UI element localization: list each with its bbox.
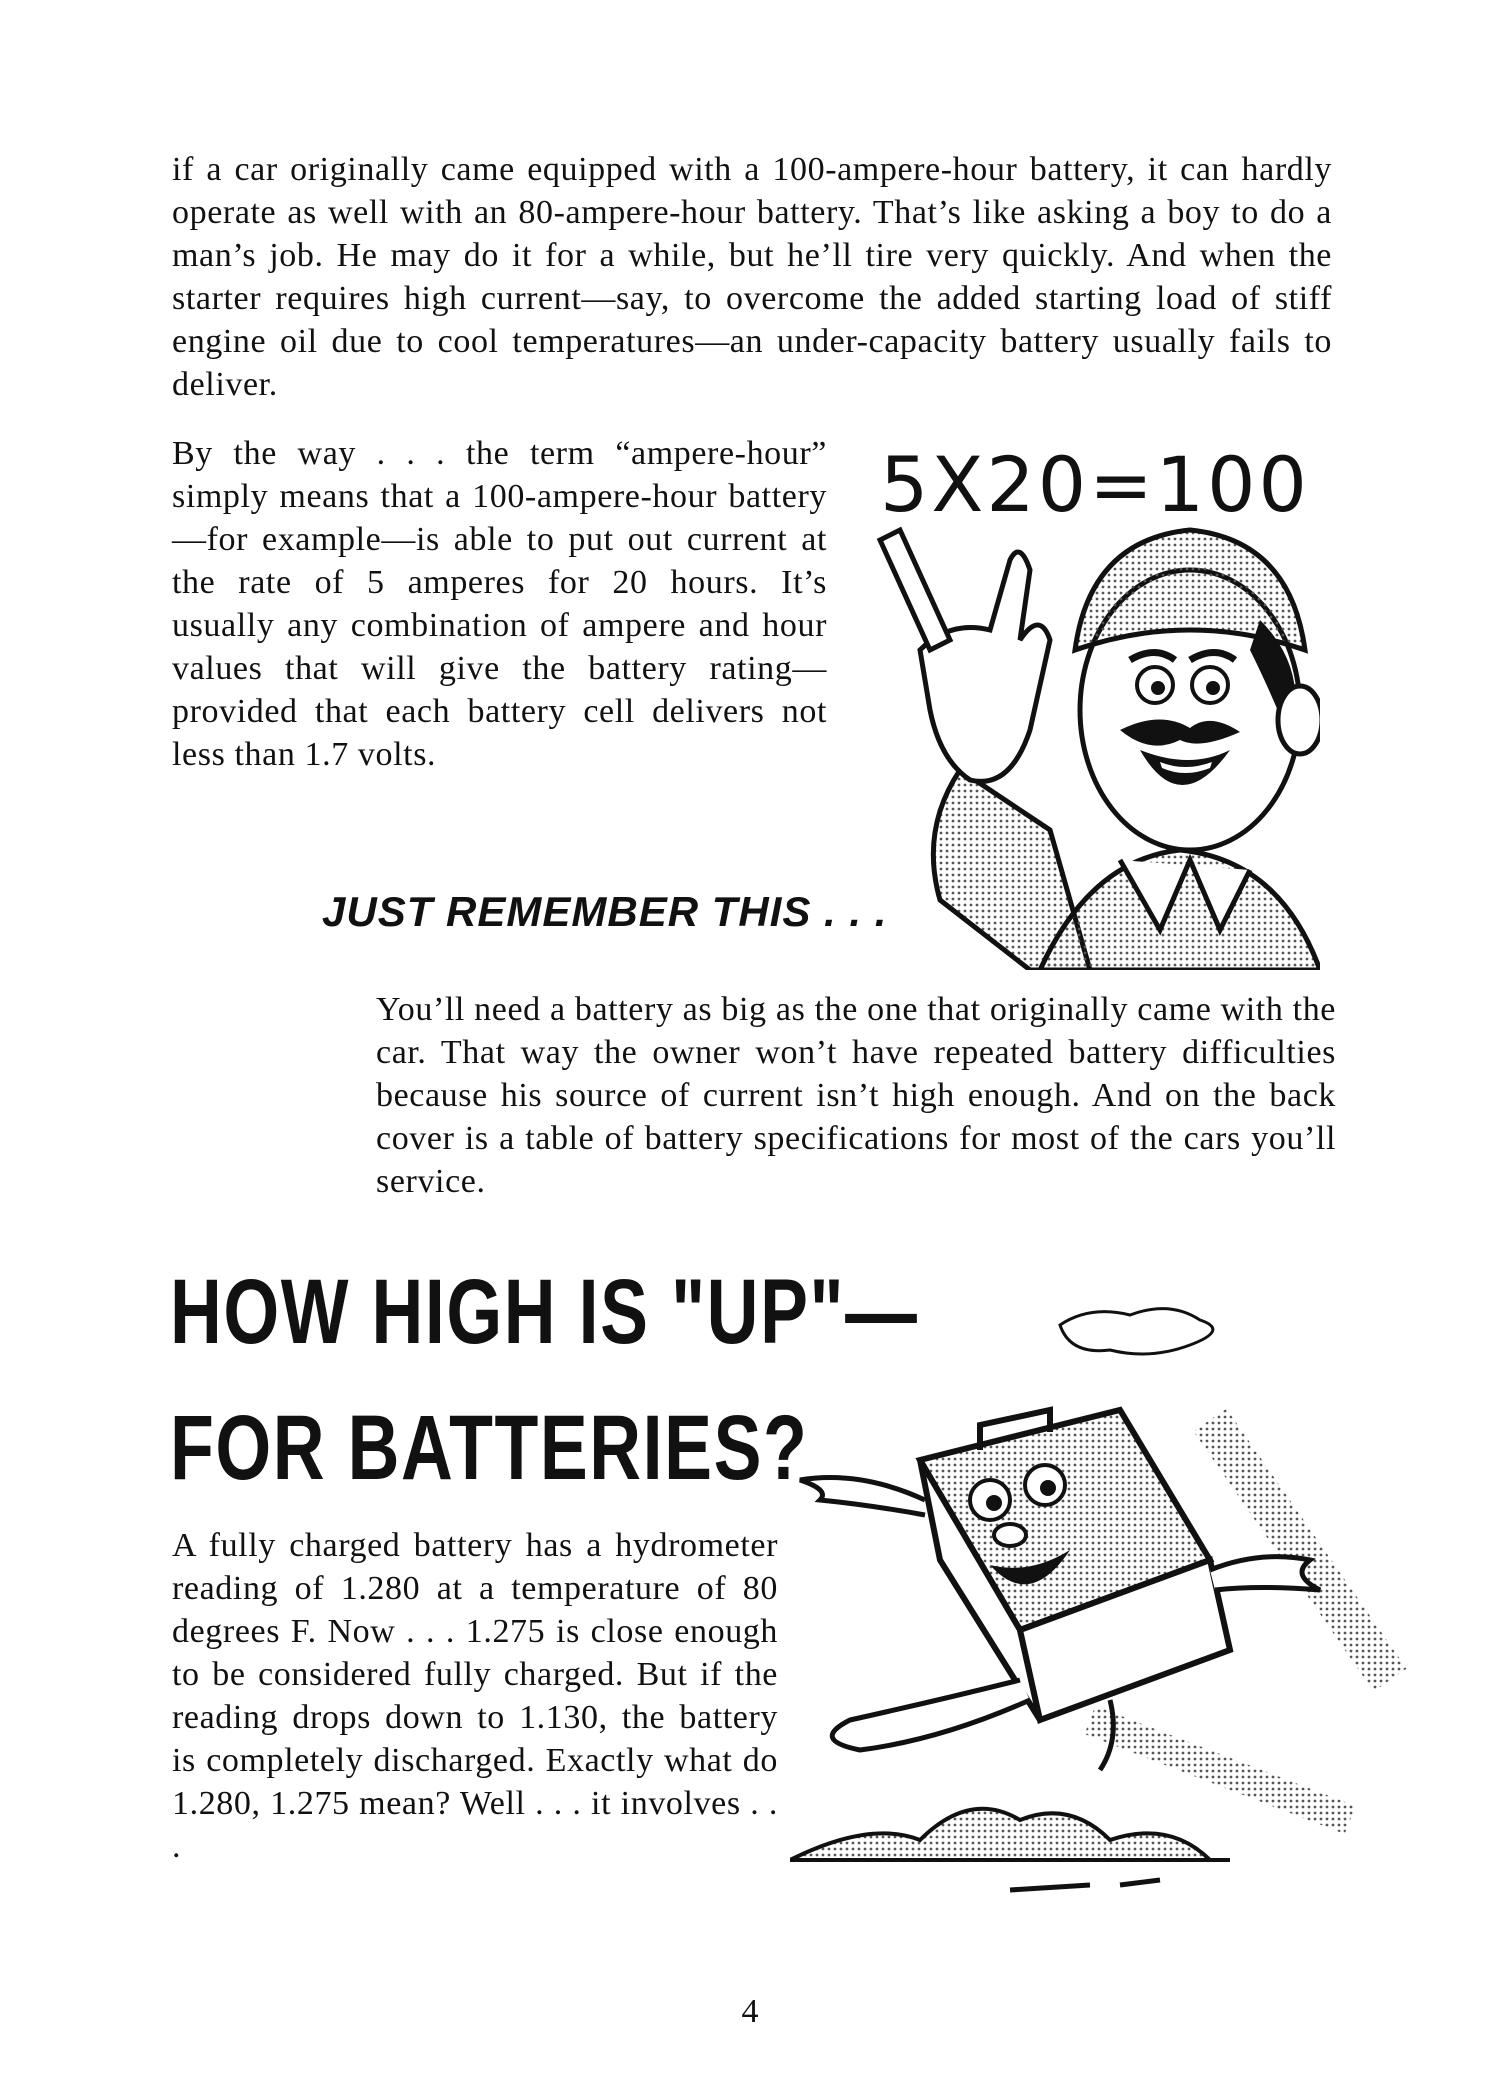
formula-handwritten: 5X20=100 bbox=[880, 440, 1310, 529]
battery-nose bbox=[994, 1524, 1026, 1546]
page-number: 4 bbox=[741, 1993, 759, 2030]
paragraph-battery-capacity: if a car originally came equipped with a 100-ampere-hour battery, it can hardly operate as well with an 80-ampere-hour battery. That’s like asking a boy to do a man’s job. He may do it for a while, but he’ll tire very quickly. And when the starter requires high current—say, to overcome the added starting load of stiff engine oil due to cool temperatures—an under-capacity battery usually fails to deliver. bbox=[172, 151, 1332, 403]
hand-shape bbox=[920, 552, 1050, 781]
flying-battery-illustration bbox=[790, 1300, 1430, 1920]
hills-shape bbox=[790, 1809, 1210, 1860]
remember-heading: JUST REMEMBER THIS . . . bbox=[322, 888, 888, 935]
ear-shape bbox=[1278, 686, 1320, 754]
paragraph-ampere-hour-definition: By the way . . . the term “ampere-hour” simply means that a 100-ampere-hour battery—for example—is able to put out current at the rate of 5 amperes for 20 hours. It’s usually any combination of ampere and hour values that will give the battery rating—provided that each battery cell delivers not less than 1.7 volts. bbox=[172, 435, 827, 773]
battery-arm-left bbox=[800, 1478, 925, 1516]
cloud-shape bbox=[1060, 1309, 1213, 1354]
battery-leg-left bbox=[832, 1680, 1030, 1750]
chalk-shape bbox=[880, 530, 950, 650]
section-heading-line2: FOR BATTERIES? bbox=[170, 1397, 809, 1499]
paragraph-hydrometer-reading: A fully charged battery has a hydrometer reading of 1.280 at a temperature of 80 degrees F. Now . . . 1.275 is close enough to be considered fully charged. But if the reading drops down to 1.130, the battery is completely discharged. Exactly what do 1.280, 1.275 mean? Well . . . it involves . . . bbox=[172, 1527, 778, 1865]
paragraph-battery-size: You’ll need a battery as big as the one that originally came with the car. That way the owner won’t have repeated battery difficulties because his source of current isn’t high enough. And on the back cover is a table of battery specifications for most of the cars you’ll service. bbox=[376, 991, 1336, 1200]
mechanic-illustration bbox=[860, 500, 1320, 970]
battery-arm-right bbox=[1210, 1557, 1320, 1590]
section-heading-line1: HOW HIGH IS "UP"— bbox=[170, 1261, 919, 1363]
